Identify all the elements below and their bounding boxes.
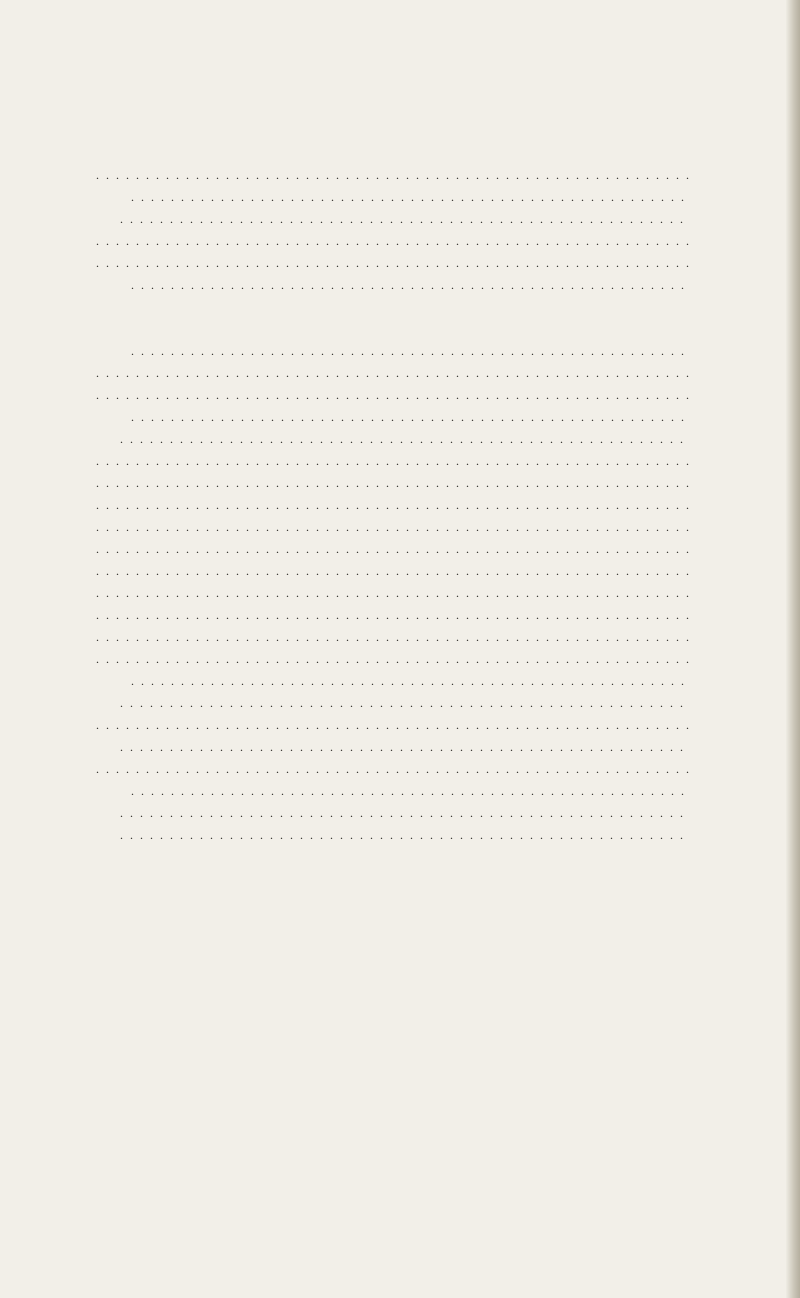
dot-leader [120,432,690,448]
dot-leader [96,564,690,580]
dot-leader [131,190,690,206]
dot-leader [96,542,690,558]
dot-leader [131,410,690,426]
dot-leader [96,498,690,514]
dot-leader [96,762,690,778]
dot-leader [96,520,690,536]
dot-leader [120,740,690,756]
dot-leader [120,806,690,822]
dot-leader [96,652,690,668]
list-item [93,168,693,184]
page-edge-shadow [786,0,800,1298]
list-item [117,212,693,228]
dot-leader [96,388,690,404]
dot-leader [96,586,690,602]
dot-leader [131,344,690,360]
list-item [117,432,693,448]
list-item [117,740,693,756]
list-item [93,762,693,778]
dot-leader [131,278,690,294]
list-item [128,344,693,360]
list-item [93,586,693,602]
list-item [93,718,693,734]
list-item [117,828,693,844]
list-item [93,476,693,492]
list-item [93,498,693,514]
dot-leader [96,234,690,250]
list-item [93,234,693,250]
dot-leader [96,256,690,272]
list-item [93,454,693,470]
list-item [117,696,693,712]
dot-leader [131,784,690,800]
dot-leader [96,454,690,470]
list-item [128,410,693,426]
list-item [117,806,693,822]
list-item [128,190,693,206]
list-item [93,542,693,558]
list-item [128,674,693,690]
list-item [93,388,693,404]
dot-leader [96,718,690,734]
list-item [93,366,693,382]
list-item [128,784,693,800]
list-item [93,652,693,668]
list-item [93,520,693,536]
list-item [93,630,693,646]
dot-leader [96,366,690,382]
dot-leader [120,212,690,228]
dot-leader [96,608,690,624]
list-item [93,608,693,624]
list-item [93,564,693,580]
dot-leader [96,168,690,184]
list-item [128,278,693,294]
dot-leader [131,674,690,690]
dot-leader [120,828,690,844]
list-item [93,256,693,272]
dot-leader [96,630,690,646]
dot-leader [96,476,690,492]
dot-leader [120,696,690,712]
